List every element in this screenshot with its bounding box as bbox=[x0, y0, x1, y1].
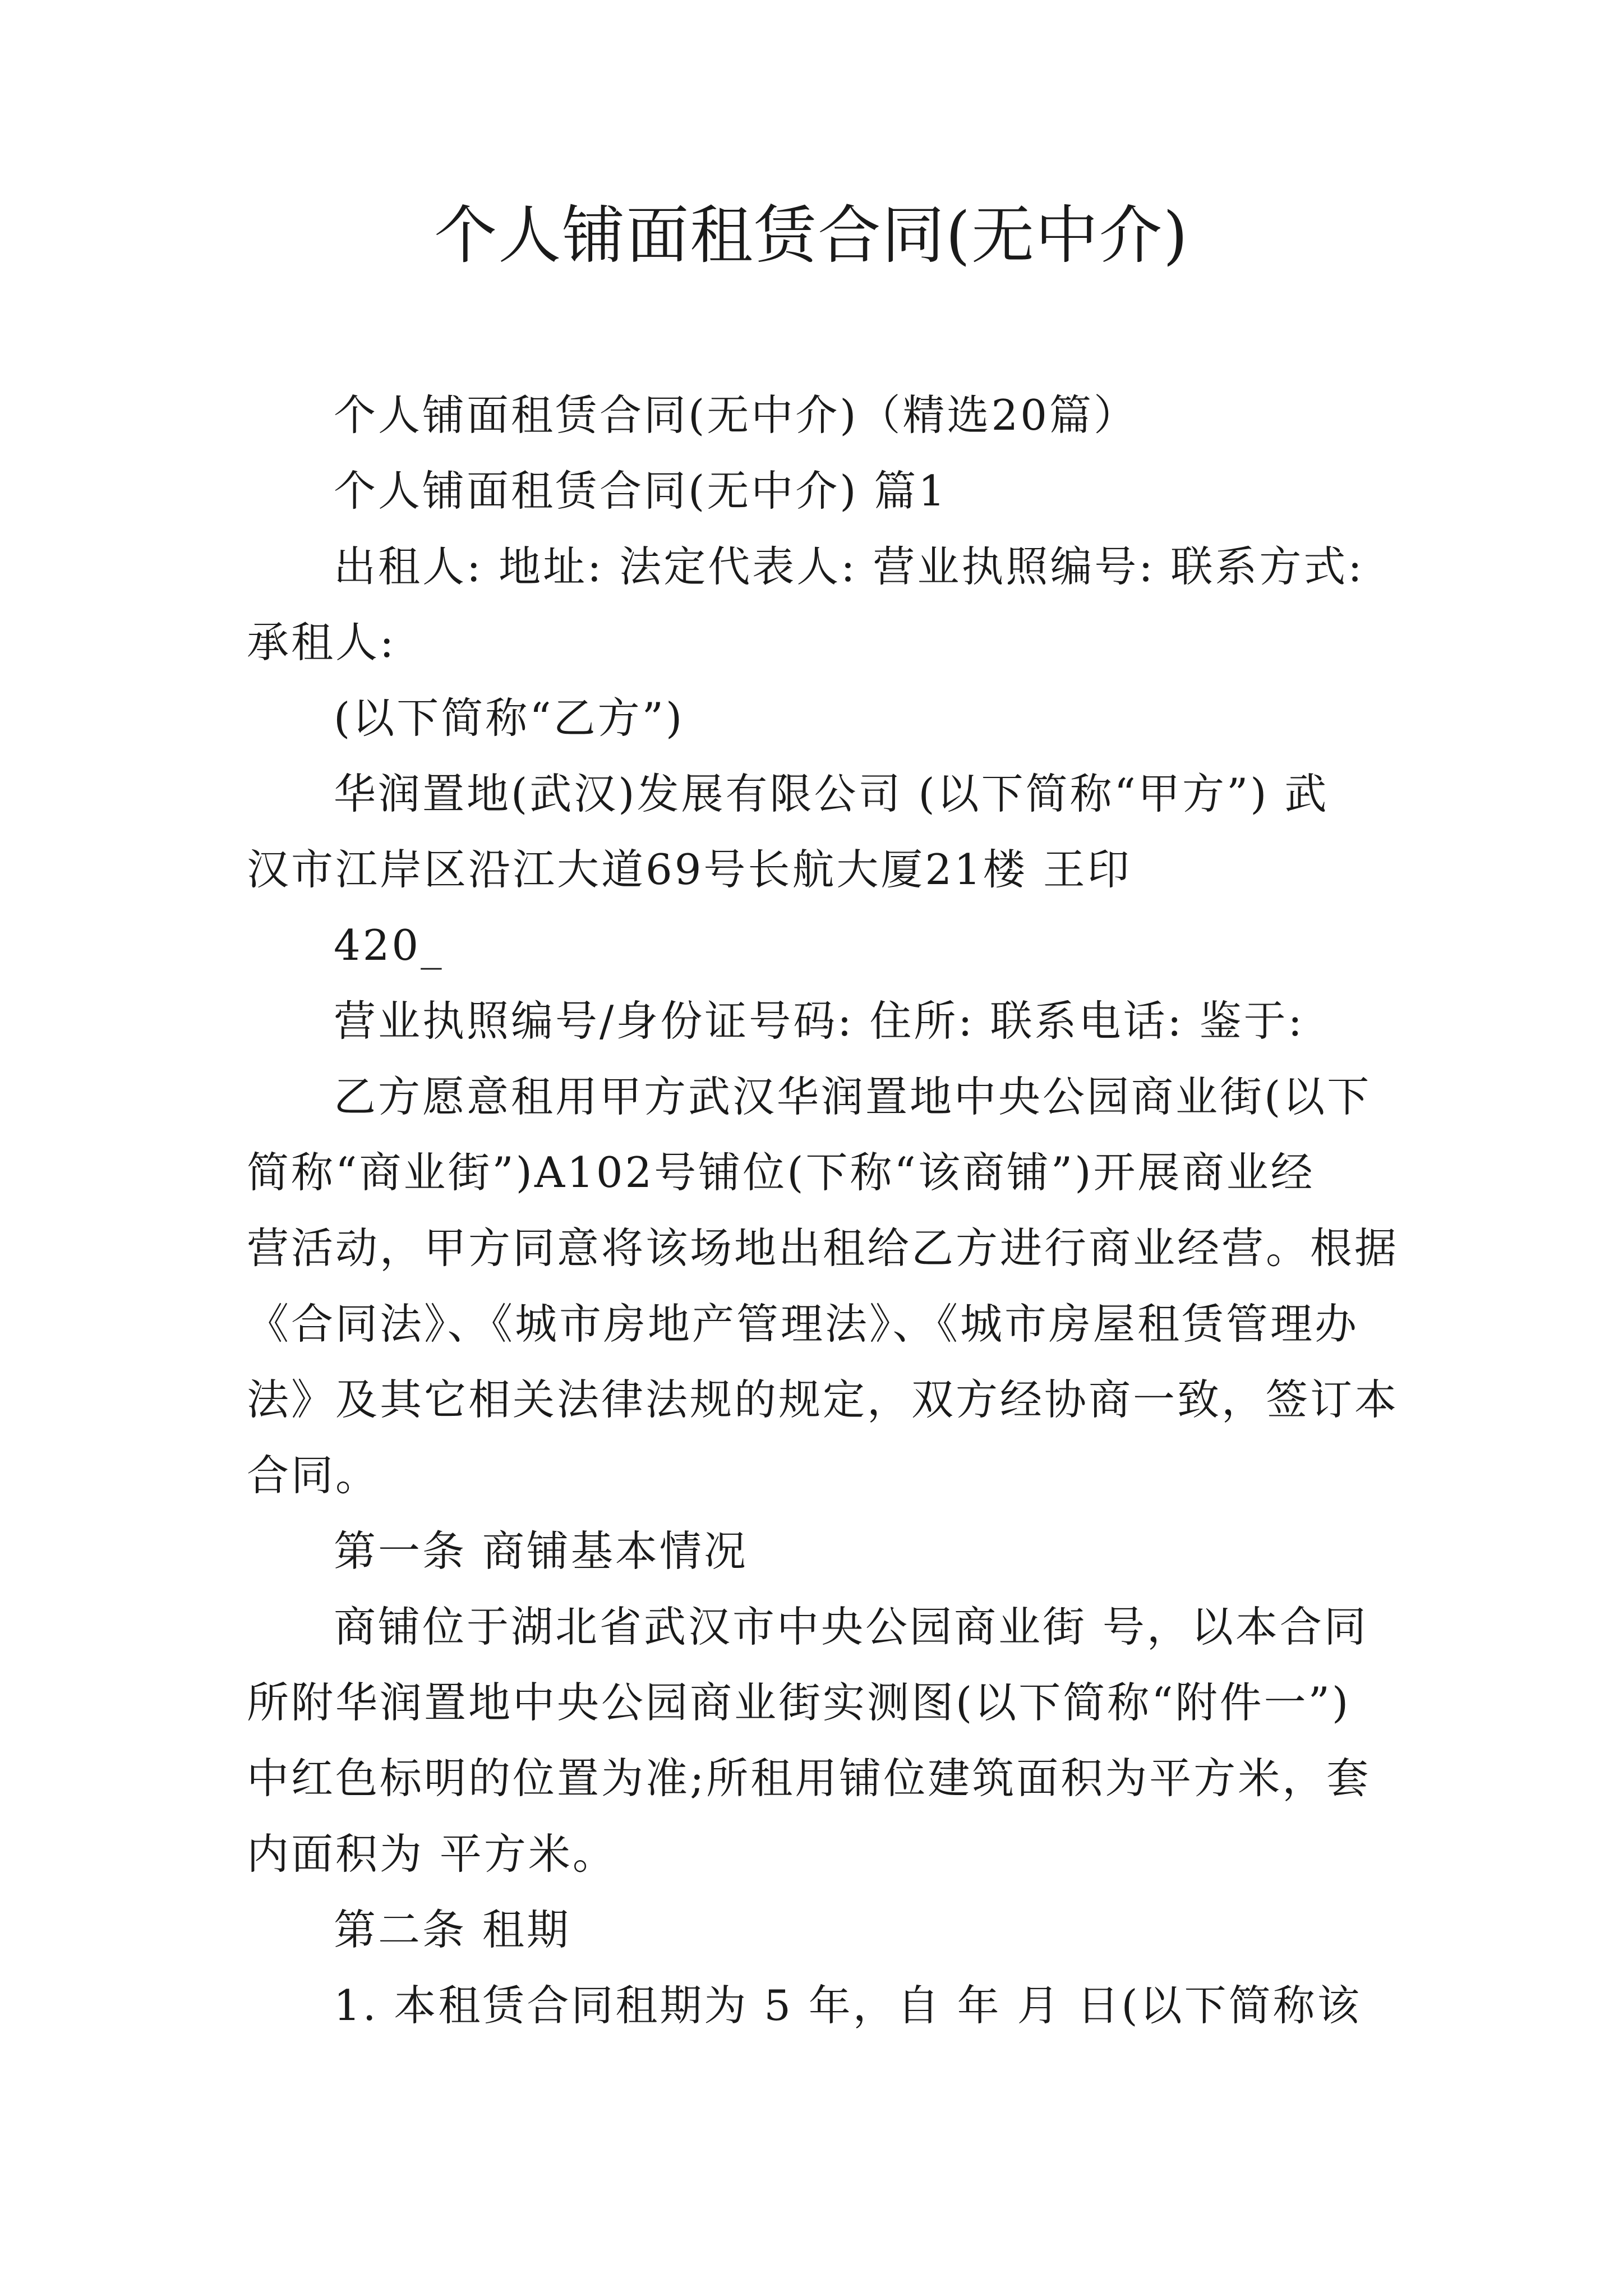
paragraph-line: 所附华润置地中央公园商业街实测图(以下简称“附件一”) bbox=[247, 1678, 1351, 1727]
collection-heading: 个人铺面租赁合同(无中介)（精选20篇） bbox=[334, 390, 1138, 440]
paragraph-line: (以下简称“乙方”) bbox=[334, 693, 685, 743]
paragraph-line: 1. 本租赁合同租期为 5 年，自 年 月 日(以下简称该 bbox=[334, 1981, 1362, 2030]
section-heading: 个人铺面租赁合同(无中介) 篇1 bbox=[334, 466, 948, 516]
document-title: 个人铺面租赁合同(无中介) bbox=[434, 199, 1189, 272]
article-heading: 第二条 租期 bbox=[334, 1905, 571, 1954]
paragraph-line: 华润置地(武汉)发展有限公司 (以下简称“甲方”) 武 bbox=[334, 769, 1329, 818]
paragraph-line: 内面积为 平方米。 bbox=[247, 1829, 617, 1879]
paragraph-line: 营业执照编号/身份证号码: 住所: 联系电话: 鉴于: bbox=[334, 996, 1304, 1046]
paragraph-line: 420_ bbox=[334, 921, 444, 970]
paragraph-line: 商铺位于湖北省武汉市中央公园商业街 号，以本合同 bbox=[334, 1602, 1368, 1651]
paragraph-line: 乙方愿意租用甲方武汉华润置地中央公园商业街(以下 bbox=[334, 1072, 1372, 1121]
paragraph-line: 营活动，甲方同意将该场地出租给乙方进行商业经营。根据 bbox=[247, 1223, 1399, 1273]
paragraph-line: 出租人: 地址: 法定代表人: 营业执照编号: 联系方式: bbox=[334, 542, 1364, 591]
paragraph-line: 合同。 bbox=[247, 1451, 380, 1500]
paragraph-line: 法》及其它相关法律法规的规定，双方经协商一致，签订本 bbox=[247, 1375, 1399, 1424]
paragraph-line: 《合同法》、《城市房地产管理法》、《城市房屋租赁管理办 bbox=[247, 1299, 1359, 1349]
paragraph-line: 简称“商业街”)A102号铺位(下称“该商铺”)开展商业经 bbox=[247, 1148, 1315, 1197]
article-heading: 第一条 商铺基本情况 bbox=[334, 1526, 748, 1576]
paragraph-line: 汉市江岸区沿江大道69号长航大厦21楼 王印 bbox=[247, 845, 1132, 894]
paragraph-line: 中红色标明的位置为准;所租用铺位建筑面积为平方米，套 bbox=[247, 1754, 1371, 1803]
paragraph-line: 承租人: bbox=[247, 618, 396, 667]
